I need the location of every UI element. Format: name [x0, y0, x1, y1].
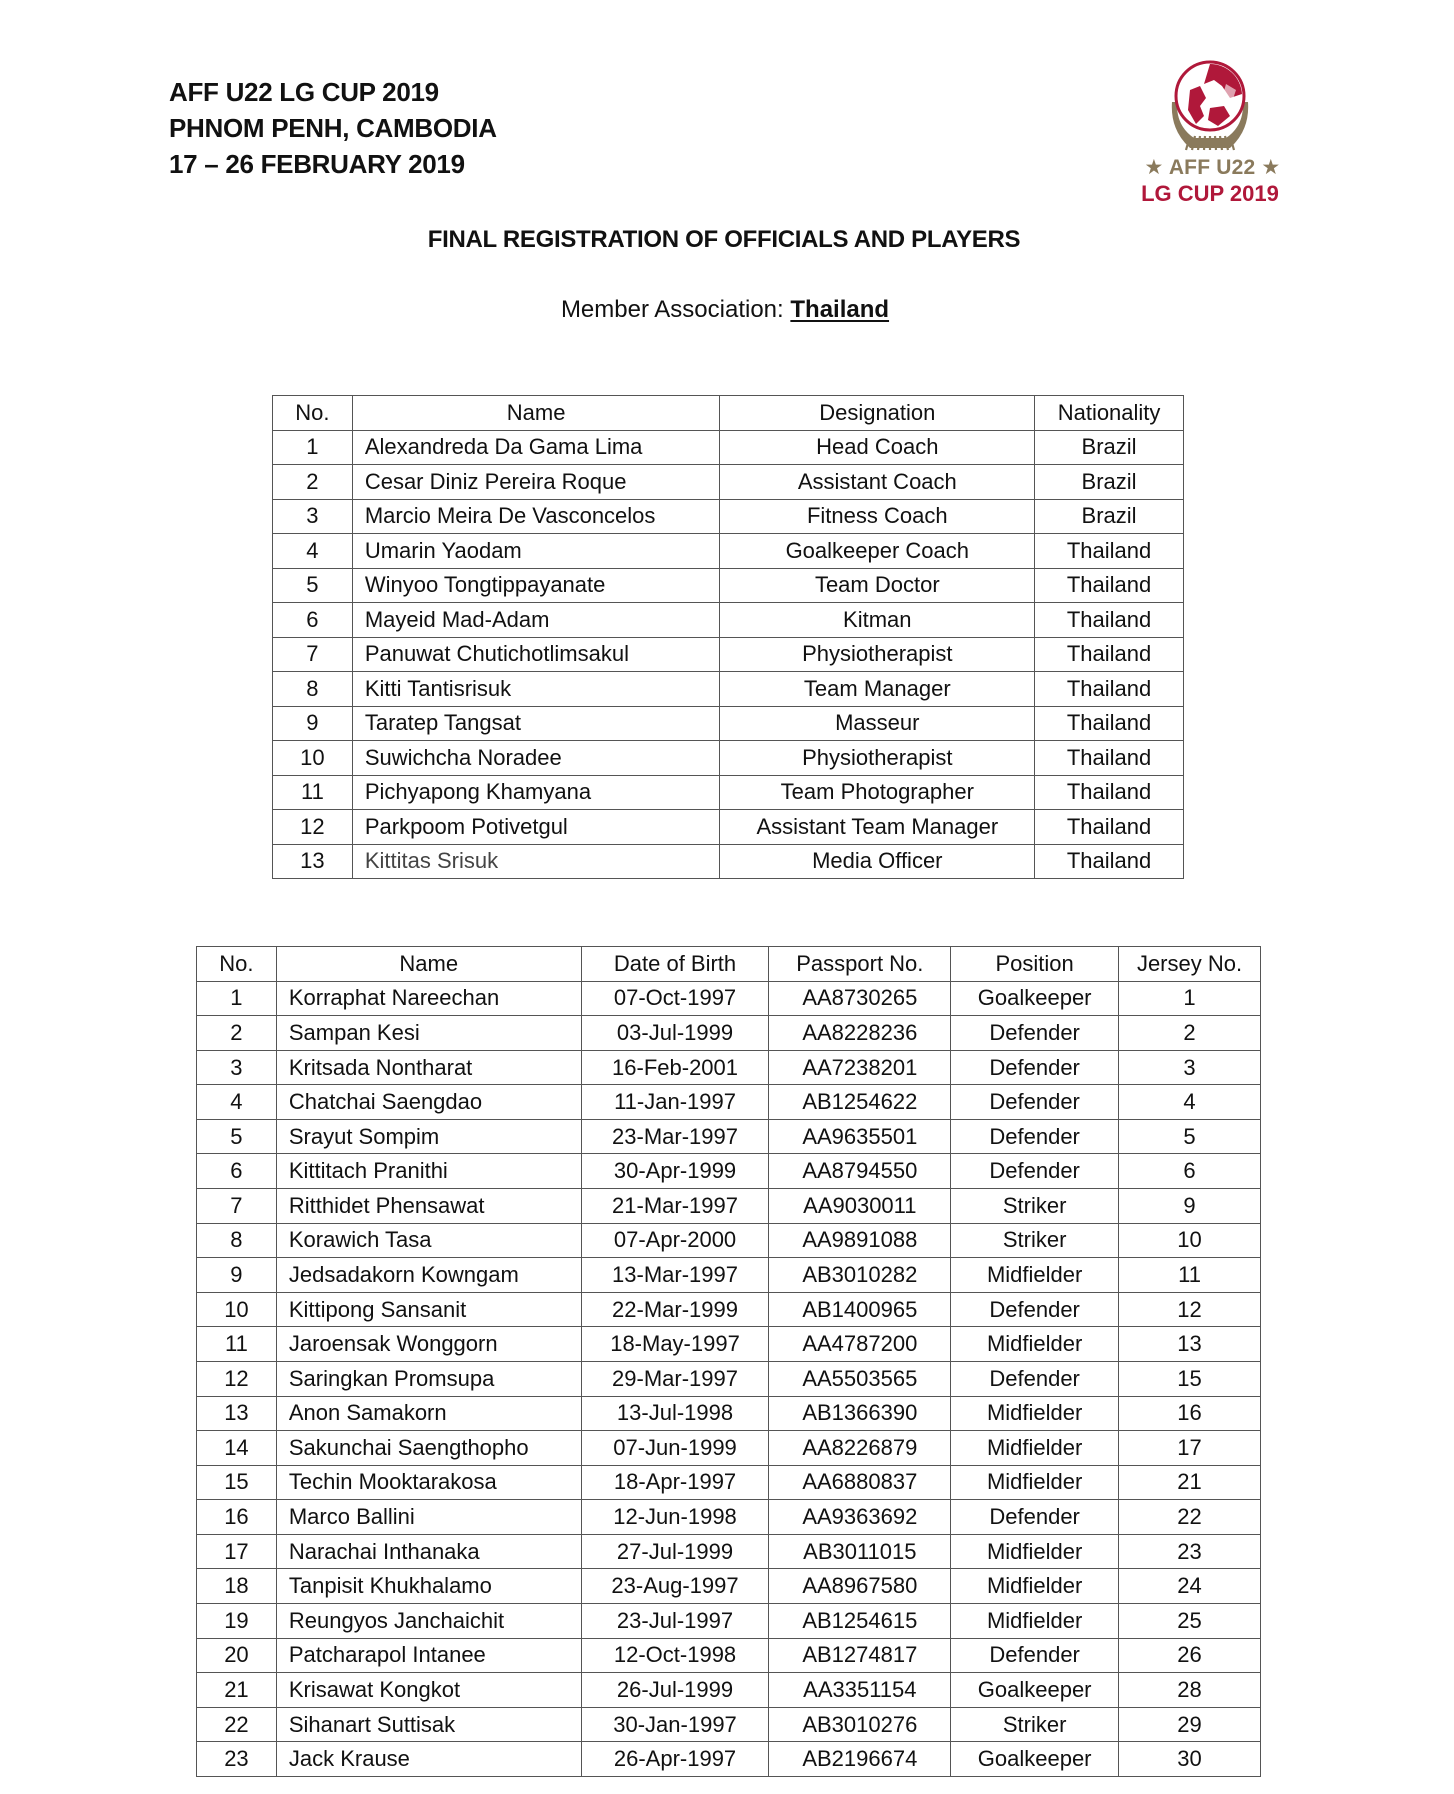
cell-position: Defender — [951, 1050, 1119, 1085]
cell-name: Kittipong Sansanit — [276, 1292, 581, 1327]
cell-passport-no: AA8226879 — [769, 1431, 951, 1466]
cell-nationality: Thailand — [1035, 672, 1184, 707]
cell-passport-no: AB1254622 — [769, 1085, 951, 1120]
table-row — [273, 430, 1184, 465]
member-association-label: Member Association: — [560, 296, 791, 323]
table-row — [197, 1569, 1261, 1604]
table-row — [273, 603, 1184, 638]
cell-name: Jack Krause — [276, 1742, 581, 1777]
cell-name: Jedsadakorn Kowngam — [276, 1258, 581, 1293]
cell-no: 16 — [197, 1500, 277, 1535]
cell-passport-no: AB1400965 — [769, 1292, 951, 1327]
cell-position: Defender — [951, 1638, 1119, 1673]
cell-jersey-no: 2 — [1119, 1016, 1261, 1051]
document-title: FINAL REGISTRATION OF OFFICIALS AND PLAYERS — [427, 226, 1021, 253]
cell-date-of-birth: 07-Jun-1999 — [581, 1431, 769, 1466]
cell-nationality: Brazil — [1035, 430, 1184, 465]
cell-date-of-birth: 26-Apr-1997 — [581, 1742, 769, 1777]
table-row — [197, 1465, 1261, 1500]
cell-position: Goalkeeper — [951, 1742, 1119, 1777]
cell-date-of-birth: 18-May-1997 — [581, 1327, 769, 1362]
cell-name: Tanpisit Khukhalamo — [276, 1569, 581, 1604]
table-row — [197, 1431, 1261, 1466]
cell-nationality: Thailand — [1035, 844, 1184, 879]
cell-passport-no: AB3010282 — [769, 1258, 951, 1293]
event-header — [169, 74, 497, 182]
cell-no: 4 — [273, 534, 353, 569]
cell-position: Midfielder — [951, 1465, 1119, 1500]
cell-no: 7 — [273, 637, 353, 672]
cell-date-of-birth: 22-Mar-1999 — [581, 1292, 769, 1327]
table-row — [197, 1707, 1261, 1742]
cell-name: Narachai Inthanaka — [276, 1534, 581, 1569]
cell-position: Defender — [951, 1154, 1119, 1189]
column-header: Designation — [720, 396, 1035, 431]
table-row — [273, 534, 1184, 569]
column-header: Passport No. — [769, 947, 951, 982]
cell-name: Korraphat Nareechan — [276, 981, 581, 1016]
cell-name: Umarin Yaodam — [352, 534, 720, 569]
cell-nationality: Thailand — [1035, 534, 1184, 569]
cell-jersey-no: 1 — [1119, 981, 1261, 1016]
member-association — [0, 296, 1450, 324]
cell-jersey-no: 22 — [1119, 1500, 1261, 1535]
cell-name: Sakunchai Saengthopho — [276, 1431, 581, 1466]
logo-subtitle: LG CUP 2019 — [1141, 181, 1279, 206]
cell-position: Midfielder — [951, 1431, 1119, 1466]
cell-date-of-birth: 27-Jul-1999 — [581, 1534, 769, 1569]
cell-date-of-birth: 30-Apr-1999 — [581, 1154, 769, 1189]
cell-designation: Media Officer — [720, 844, 1035, 879]
cell-position: Goalkeeper — [951, 981, 1119, 1016]
cell-no: 12 — [197, 1361, 277, 1396]
cell-name: Anon Samakorn — [276, 1396, 581, 1431]
cell-jersey-no: 17 — [1119, 1431, 1261, 1466]
cell-passport-no: AA9891088 — [769, 1223, 951, 1258]
cell-designation: Head Coach — [720, 430, 1035, 465]
table-row — [197, 1638, 1261, 1673]
cell-nationality: Thailand — [1035, 568, 1184, 603]
cell-date-of-birth: 13-Mar-1997 — [581, 1258, 769, 1293]
table-row — [273, 465, 1184, 500]
cell-name: Techin Mooktarakosa — [276, 1465, 581, 1500]
cell-date-of-birth: 13-Jul-1998 — [581, 1396, 769, 1431]
column-header: Date of Birth — [581, 947, 769, 982]
cell-name: Kitti Tantisrisuk — [352, 672, 720, 707]
cell-jersey-no: 5 — [1119, 1119, 1261, 1154]
column-header: Position — [951, 947, 1119, 982]
table-row — [197, 1119, 1261, 1154]
cell-date-of-birth: 16-Feb-2001 — [581, 1050, 769, 1085]
tournament-logo — [1130, 50, 1295, 210]
cell-passport-no: AB3011015 — [769, 1534, 951, 1569]
cell-passport-no: AA4787200 — [769, 1327, 951, 1362]
cell-passport-no: AA9363692 — [769, 1500, 951, 1535]
cell-name: Patcharapol Intanee — [276, 1638, 581, 1673]
cell-position: Midfielder — [951, 1534, 1119, 1569]
cell-no: 20 — [197, 1638, 277, 1673]
cell-passport-no: AA8967580 — [769, 1569, 951, 1604]
table-row — [197, 1396, 1261, 1431]
cell-date-of-birth: 29-Mar-1997 — [581, 1361, 769, 1396]
cell-no: 4 — [197, 1085, 277, 1120]
cell-name: Cesar Diniz Pereira Roque — [352, 465, 720, 500]
cell-jersey-no: 4 — [1119, 1085, 1261, 1120]
cell-passport-no: AB1254615 — [769, 1603, 951, 1638]
cell-designation: Assistant Team Manager — [720, 810, 1035, 845]
cell-date-of-birth: 21-Mar-1997 — [581, 1189, 769, 1224]
cell-passport-no: AA8730265 — [769, 981, 951, 1016]
cell-date-of-birth: 07-Apr-2000 — [581, 1223, 769, 1258]
cell-nationality: Thailand — [1035, 775, 1184, 810]
cell-date-of-birth: 23-Aug-1997 — [581, 1569, 769, 1604]
cell-jersey-no: 29 — [1119, 1707, 1261, 1742]
member-association-value: Thailand — [790, 296, 890, 323]
cell-position: Defender — [951, 1361, 1119, 1396]
cell-name: Sihanart Suttisak — [276, 1707, 581, 1742]
cell-designation: Team Manager — [720, 672, 1035, 707]
column-header: No. — [273, 396, 353, 431]
cell-name: Marco Ballini — [276, 1500, 581, 1535]
event-dates: 17 – 26 FEBRUARY 2019 — [169, 149, 465, 179]
cell-no: 13 — [197, 1396, 277, 1431]
cell-jersey-no: 9 — [1119, 1189, 1261, 1224]
cell-passport-no: AA6880837 — [769, 1465, 951, 1500]
table-row — [197, 1016, 1261, 1051]
table-row — [197, 1742, 1261, 1777]
cell-no: 10 — [273, 741, 353, 776]
cell-passport-no: AA9030011 — [769, 1189, 951, 1224]
table-row — [273, 637, 1184, 672]
cell-jersey-no: 28 — [1119, 1673, 1261, 1708]
cell-date-of-birth: 18-Apr-1997 — [581, 1465, 769, 1500]
cell-name: Jaroensak Wonggorn — [276, 1327, 581, 1362]
column-header: Name — [276, 947, 581, 982]
cell-name: Srayut Sompim — [276, 1119, 581, 1154]
cell-nationality: Thailand — [1035, 741, 1184, 776]
cell-jersey-no: 10 — [1119, 1223, 1261, 1258]
cell-jersey-no: 3 — [1119, 1050, 1261, 1085]
cell-nationality: Thailand — [1035, 706, 1184, 741]
cell-no: 5 — [197, 1119, 277, 1154]
cell-no: 10 — [197, 1292, 277, 1327]
cell-name: Marcio Meira De Vasconcelos — [352, 499, 720, 534]
logo-title: ★ AFF U22 ★ — [1144, 156, 1281, 179]
cell-passport-no: AA3351154 — [769, 1673, 951, 1708]
cell-no: 9 — [273, 706, 353, 741]
cell-position: Midfielder — [951, 1396, 1119, 1431]
cell-name: Pichyapong Khamyana — [352, 775, 720, 810]
cell-no: 22 — [197, 1707, 277, 1742]
cell-date-of-birth: 23-Mar-1997 — [581, 1119, 769, 1154]
cell-jersey-no: 23 — [1119, 1534, 1261, 1569]
cell-jersey-no: 13 — [1119, 1327, 1261, 1362]
cell-passport-no: AB1366390 — [769, 1396, 951, 1431]
cell-no: 5 — [273, 568, 353, 603]
table-row — [197, 981, 1261, 1016]
aff-emblem-icon — [1160, 50, 1260, 152]
cell-position: Defender — [951, 1500, 1119, 1535]
event-location: PHNOM PENH, CAMBODIA — [169, 113, 497, 143]
cell-name: Mayeid Mad-Adam — [352, 603, 720, 638]
table-header-row — [197, 947, 1261, 982]
table-row — [273, 741, 1184, 776]
event-name: AFF U22 LG CUP 2019 — [169, 77, 439, 107]
table-row — [273, 568, 1184, 603]
cell-no: 14 — [197, 1431, 277, 1466]
cell-no: 11 — [197, 1327, 277, 1362]
cell-no: 8 — [273, 672, 353, 707]
cell-position: Defender — [951, 1292, 1119, 1327]
cell-no: 2 — [273, 465, 353, 500]
cell-designation: Masseur — [720, 706, 1035, 741]
cell-position: Goalkeeper — [951, 1673, 1119, 1708]
cell-passport-no: AA9635501 — [769, 1119, 951, 1154]
table-row — [197, 1292, 1261, 1327]
cell-jersey-no: 6 — [1119, 1154, 1261, 1189]
table-row — [197, 1500, 1261, 1535]
cell-name: Kittitach Pranithi — [276, 1154, 581, 1189]
table-row — [273, 775, 1184, 810]
column-header: Nationality — [1035, 396, 1184, 431]
column-header: Jersey No. — [1119, 947, 1261, 982]
cell-jersey-no: 24 — [1119, 1569, 1261, 1604]
cell-designation: Fitness Coach — [720, 499, 1035, 534]
cell-nationality: Thailand — [1035, 603, 1184, 638]
table-row — [273, 810, 1184, 845]
cell-name: Ritthidet Phensawat — [276, 1189, 581, 1224]
column-header: No. — [197, 947, 277, 982]
cell-no: 15 — [197, 1465, 277, 1500]
cell-designation: Physiotherapist — [720, 741, 1035, 776]
cell-date-of-birth: 23-Jul-1997 — [581, 1603, 769, 1638]
cell-name: Chatchai Saengdao — [276, 1085, 581, 1120]
table-row — [197, 1085, 1261, 1120]
table-row — [197, 1603, 1261, 1638]
cell-no: 3 — [197, 1050, 277, 1085]
cell-name: Saringkan Promsupa — [276, 1361, 581, 1396]
cell-date-of-birth: 12-Oct-1998 — [581, 1638, 769, 1673]
table-row — [197, 1534, 1261, 1569]
officials-table — [272, 395, 1184, 879]
cell-position: Midfielder — [951, 1603, 1119, 1638]
cell-date-of-birth: 03-Jul-1999 — [581, 1016, 769, 1051]
cell-name: Panuwat Chutichotlimsakul — [352, 637, 720, 672]
cell-date-of-birth: 30-Jan-1997 — [581, 1707, 769, 1742]
cell-no: 11 — [273, 775, 353, 810]
cell-passport-no: AB2196674 — [769, 1742, 951, 1777]
cell-no: 18 — [197, 1569, 277, 1604]
cell-name: Alexandreda Da Gama Lima — [352, 430, 720, 465]
cell-no: 19 — [197, 1603, 277, 1638]
cell-position: Striker — [951, 1223, 1119, 1258]
cell-no: 1 — [197, 981, 277, 1016]
cell-designation: Kitman — [720, 603, 1035, 638]
cell-no: 7 — [197, 1189, 277, 1224]
cell-nationality: Thailand — [1035, 637, 1184, 672]
cell-name: Korawich Tasa — [276, 1223, 581, 1258]
cell-no: 2 — [197, 1016, 277, 1051]
table-row — [273, 672, 1184, 707]
cell-name: Kritsada Nontharat — [276, 1050, 581, 1085]
table-header-row — [273, 396, 1184, 431]
cell-position: Defender — [951, 1119, 1119, 1154]
cell-date-of-birth: 07-Oct-1997 — [581, 981, 769, 1016]
cell-date-of-birth: 26-Jul-1999 — [581, 1673, 769, 1708]
cell-name: Krisawat Kongkot — [276, 1673, 581, 1708]
cell-name: Reungyos Janchaichit — [276, 1603, 581, 1638]
cell-date-of-birth: 12-Jun-1998 — [581, 1500, 769, 1535]
cell-designation: Goalkeeper Coach — [720, 534, 1035, 569]
cell-nationality: Brazil — [1035, 465, 1184, 500]
table-row — [273, 499, 1184, 534]
cell-no: 6 — [273, 603, 353, 638]
cell-jersey-no: 25 — [1119, 1603, 1261, 1638]
cell-date-of-birth: 11-Jan-1997 — [581, 1085, 769, 1120]
cell-name: Suwichcha Noradee — [352, 741, 720, 776]
cell-jersey-no: 16 — [1119, 1396, 1261, 1431]
table-row — [197, 1327, 1261, 1362]
cell-name: Parkpoom Potivetgul — [352, 810, 720, 845]
table-row — [197, 1258, 1261, 1293]
table-row — [197, 1223, 1261, 1258]
cell-jersey-no: 21 — [1119, 1465, 1261, 1500]
cell-position: Defender — [951, 1085, 1119, 1120]
cell-position: Striker — [951, 1189, 1119, 1224]
players-table — [196, 946, 1261, 1777]
cell-nationality: Brazil — [1035, 499, 1184, 534]
table-row — [197, 1673, 1261, 1708]
cell-no: 6 — [197, 1154, 277, 1189]
cell-no: 9 — [197, 1258, 277, 1293]
cell-name: Winyoo Tongtippayanate — [352, 568, 720, 603]
cell-passport-no: AB3010276 — [769, 1707, 951, 1742]
cell-position: Midfielder — [951, 1569, 1119, 1604]
cell-passport-no: AA7238201 — [769, 1050, 951, 1085]
cell-nationality: Thailand — [1035, 810, 1184, 845]
cell-jersey-no: 15 — [1119, 1361, 1261, 1396]
table-row — [197, 1189, 1261, 1224]
cell-no: 8 — [197, 1223, 277, 1258]
cell-no: 1 — [273, 430, 353, 465]
cell-no: 17 — [197, 1534, 277, 1569]
cell-designation: Team Photographer — [720, 775, 1035, 810]
cell-designation: Physiotherapist — [720, 637, 1035, 672]
cell-no: 12 — [273, 810, 353, 845]
cell-position: Defender — [951, 1016, 1119, 1051]
cell-jersey-no: 26 — [1119, 1638, 1261, 1673]
cell-position: Midfielder — [951, 1258, 1119, 1293]
cell-passport-no: AA8794550 — [769, 1154, 951, 1189]
cell-position: Midfielder — [951, 1327, 1119, 1362]
cell-jersey-no: 11 — [1119, 1258, 1261, 1293]
cell-passport-no: AB1274817 — [769, 1638, 951, 1673]
cell-jersey-no: 30 — [1119, 1742, 1261, 1777]
cell-passport-no: AA8228236 — [769, 1016, 951, 1051]
cell-name: Kittitas Srisuk — [352, 844, 720, 879]
cell-designation: Team Doctor — [720, 568, 1035, 603]
cell-no: 21 — [197, 1673, 277, 1708]
table-row — [197, 1154, 1261, 1189]
cell-position: Striker — [951, 1707, 1119, 1742]
table-row — [273, 706, 1184, 741]
cell-no: 3 — [273, 499, 353, 534]
table-row — [197, 1050, 1261, 1085]
cell-passport-no: AA5503565 — [769, 1361, 951, 1396]
cell-jersey-no: 12 — [1119, 1292, 1261, 1327]
table-row — [197, 1361, 1261, 1396]
cell-name: Sampan Kesi — [276, 1016, 581, 1051]
cell-no: 23 — [197, 1742, 277, 1777]
cell-designation: Assistant Coach — [720, 465, 1035, 500]
cell-name: Taratep Tangsat — [352, 706, 720, 741]
cell-no: 13 — [273, 844, 353, 879]
table-row — [273, 844, 1184, 879]
column-header: Name — [352, 396, 720, 431]
